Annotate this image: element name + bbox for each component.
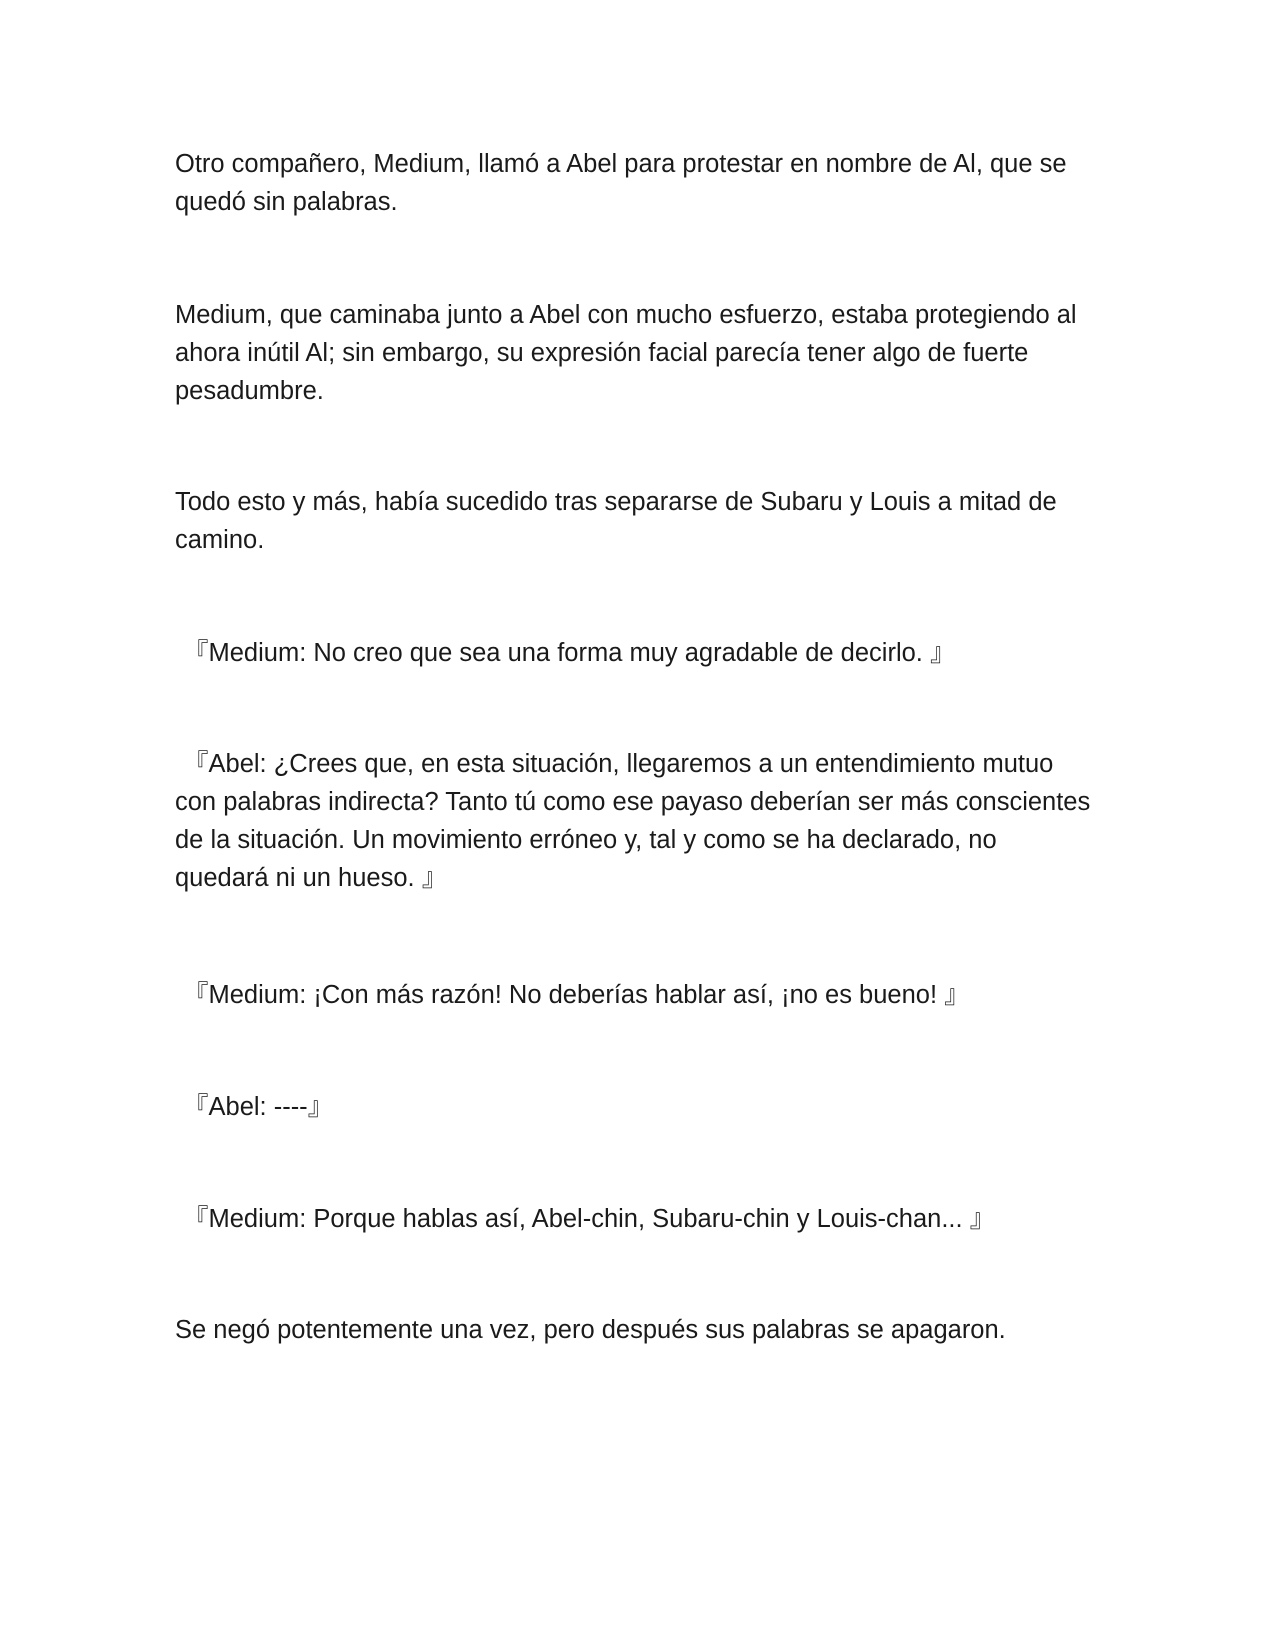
narration-paragraph: Medium, que caminaba junto a Abel con mucho esfuerzo, estaba protegiendo al ahora inútil Al; sin embargo, su expresión facial parecía tener algo de fuerte pesadumbre. bbox=[175, 301, 1077, 405]
narration-paragraph: Se negó potentemente una vez, pero después sus palabras se apagaron. bbox=[175, 1316, 1006, 1344]
dialogue-line-abel: 『Abel: ¿Crees que, en esta situación, llegaremos a un entendimiento mutuo con palabras indirecta? Tanto tú como ese payaso deberían ser más conscientes de la situación. Un movimiento erróneo y, tal y como se ha declarado, no quedará ni un hueso. 』 bbox=[175, 750, 1091, 892]
dialogue-line-medium: 『Medium: ¡Con más razón! No deberías hablar así, ¡no es bueno! 』 bbox=[183, 981, 970, 1009]
dialogue-line-abel: 『Abel: ----』 bbox=[183, 1093, 334, 1121]
dialogue-line-medium: 『Medium: No creo que sea una forma muy agradable de decirlo. 』 bbox=[183, 639, 956, 667]
narration-paragraph: Todo esto y más, había sucedido tras separarse de Subaru y Louis a mitad de camino. bbox=[175, 488, 1057, 554]
narration-paragraph: Otro compañero, Medium, llamó a Abel para protestar en nombre de Al, que se quedó sin palabras. bbox=[175, 150, 1067, 216]
dialogue-line-medium: 『Medium: Porque hablas así, Abel-chin, Subaru-chin y Louis-chan... 』 bbox=[183, 1205, 996, 1233]
